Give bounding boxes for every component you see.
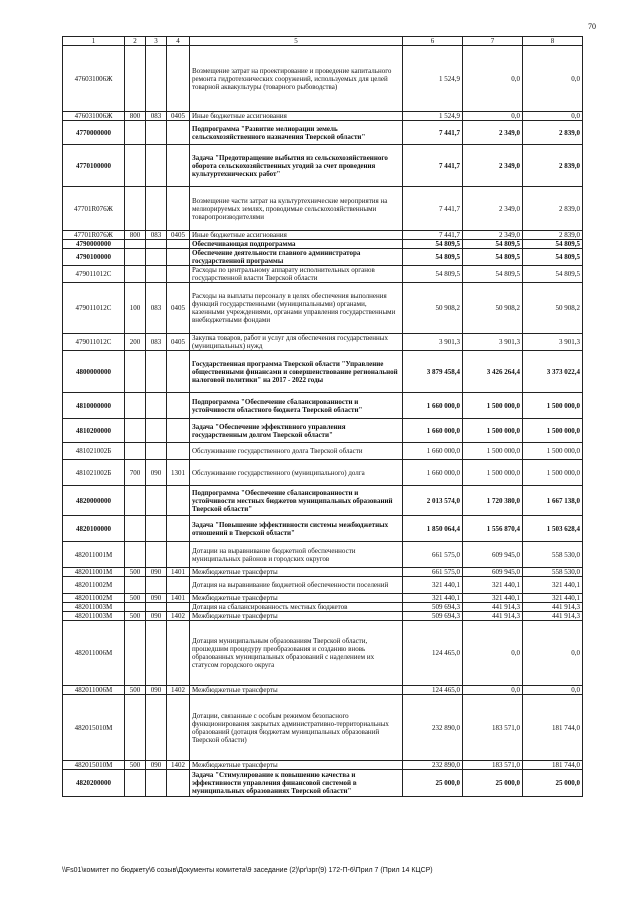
row-ministry [146, 187, 167, 231]
row-value-2020: 7 441,7 [403, 121, 463, 145]
row-code: 479011012С [63, 266, 125, 283]
row-code: 4790000000 [63, 240, 125, 249]
row-expense-type [125, 516, 146, 542]
table-row [63, 334, 583, 351]
row-ministry: 090 [146, 761, 167, 770]
row-description: Межбюджетные трансферты [190, 568, 403, 577]
row-code: 482011001М [63, 542, 125, 568]
row-value-2020: 661 575,0 [403, 568, 463, 577]
table-row [63, 460, 583, 486]
row-expense-type: 700 [125, 460, 146, 486]
row-expense-type: 500 [125, 612, 146, 621]
row-value-2020: 1 524,9 [403, 46, 463, 112]
row-value-2022: 2 839,0 [523, 121, 583, 145]
table-row [63, 187, 583, 231]
table-row [63, 266, 583, 283]
row-value-2021: 2 349,0 [463, 231, 523, 240]
row-code: 482011002М [63, 577, 125, 594]
row-description: Иные бюджетные ассигнования [190, 231, 403, 240]
row-ministry: 083 [146, 334, 167, 351]
row-value-2022: 54 809,5 [523, 240, 583, 249]
row-value-2020: 25 000,0 [403, 770, 463, 797]
page-number: 70 [588, 22, 596, 31]
table-row [63, 695, 583, 761]
row-value-2022: 54 809,5 [523, 249, 583, 266]
row-ministry: 090 [146, 460, 167, 486]
column-header: 2 [125, 37, 146, 46]
row-value-2020: 124 465,0 [403, 686, 463, 695]
row-expense-type [125, 46, 146, 112]
row-code: 482015010М [63, 695, 125, 761]
row-expense-type [125, 542, 146, 568]
row-code: 476031006Ж [63, 112, 125, 121]
row-description: Подпрограмма "Обеспечение сбалансированности и устойчивости областного бюджета Тверской области" [190, 393, 403, 419]
row-section: 0405 [167, 334, 190, 351]
row-description: Дотация на сбалансированность местных бюджетов [190, 603, 403, 612]
row-code: 479011012С [63, 283, 125, 334]
row-ministry: 090 [146, 612, 167, 621]
row-section: 0405 [167, 283, 190, 334]
row-value-2020: 1 660 000,0 [403, 443, 463, 460]
row-value-2022: 0,0 [523, 46, 583, 112]
row-section [167, 240, 190, 249]
row-value-2021: 1 500 000,0 [463, 419, 523, 443]
row-value-2022: 3 373 022,4 [523, 351, 583, 393]
row-description: Задача "Предотвращение выбытия из сельскохозяйственного оборота сельскохозяйственных угодий за счет проведения культуртехнических работ" [190, 145, 403, 187]
row-value-2021: 1 500 000,0 [463, 393, 523, 419]
row-value-2020: 54 809,5 [403, 240, 463, 249]
row-ministry: 083 [146, 231, 167, 240]
row-section: 1401 [167, 568, 190, 577]
row-expense-type [125, 486, 146, 516]
table-row [63, 443, 583, 460]
table-row [63, 393, 583, 419]
column-header: 3 [146, 37, 167, 46]
table-row [63, 603, 583, 612]
row-expense-type: 500 [125, 568, 146, 577]
row-value-2021: 1 500 000,0 [463, 460, 523, 486]
row-expense-type: 800 [125, 112, 146, 121]
row-description: Задача "Стимулирование к повышению качества и эффективности управления финансовой системой в муниципальных образованиях Тверской области" [190, 770, 403, 797]
row-value-2022: 54 809,5 [523, 266, 583, 283]
row-code: 4810000000 [63, 393, 125, 419]
row-expense-type [125, 351, 146, 393]
row-ministry: 090 [146, 594, 167, 603]
row-code: 4770100000 [63, 145, 125, 187]
row-section [167, 187, 190, 231]
row-code: 4820200000 [63, 770, 125, 797]
row-value-2022: 181 744,0 [523, 761, 583, 770]
row-section: 1301 [167, 460, 190, 486]
column-header: 6 [403, 37, 463, 46]
row-section [167, 121, 190, 145]
row-value-2020: 1 660 000,0 [403, 393, 463, 419]
row-ministry: 083 [146, 112, 167, 121]
row-description: Возмещение части затрат на культуртехнические мероприятия на мелиорируемых землях, проводимые сельскохозяйственными товаропроизводителями [190, 187, 403, 231]
budget-table [62, 36, 583, 797]
row-description: Задача "Обеспечение эффективного управления государственным долгом Тверской области" [190, 419, 403, 443]
row-section [167, 419, 190, 443]
row-expense-type [125, 266, 146, 283]
row-value-2022: 1 667 138,0 [523, 486, 583, 516]
table-row [63, 351, 583, 393]
row-value-2022: 50 908,2 [523, 283, 583, 334]
table-row [63, 542, 583, 568]
row-value-2020: 54 809,5 [403, 249, 463, 266]
table-row [63, 249, 583, 266]
row-expense-type [125, 187, 146, 231]
row-value-2020: 3 901,3 [403, 334, 463, 351]
row-ministry: 090 [146, 686, 167, 695]
table-row [63, 486, 583, 516]
row-value-2022: 321 440,1 [523, 594, 583, 603]
row-value-2022: 558 530,0 [523, 568, 583, 577]
row-section [167, 351, 190, 393]
row-expense-type [125, 621, 146, 686]
row-value-2021: 0,0 [463, 46, 523, 112]
row-description: Подпрограмма "Обеспечение сбалансированности и устойчивости местных бюджетов муниципальных образований Тверской области" [190, 486, 403, 516]
row-value-2022: 441 914,3 [523, 603, 583, 612]
row-section [167, 770, 190, 797]
row-value-2020: 2 013 574,0 [403, 486, 463, 516]
row-value-2022: 0,0 [523, 621, 583, 686]
row-value-2021: 441 914,3 [463, 603, 523, 612]
row-expense-type [125, 443, 146, 460]
table-row [63, 568, 583, 577]
row-value-2021: 1 500 000,0 [463, 443, 523, 460]
row-value-2020: 7 441,7 [403, 145, 463, 187]
row-ministry: 090 [146, 568, 167, 577]
row-value-2020: 54 809,5 [403, 266, 463, 283]
row-code: 482011003М [63, 603, 125, 612]
column-header: 1 [63, 37, 125, 46]
row-ministry [146, 240, 167, 249]
row-ministry [146, 577, 167, 594]
row-code: 4790100000 [63, 249, 125, 266]
row-ministry [146, 266, 167, 283]
row-value-2020: 232 890,0 [403, 761, 463, 770]
row-code: 482011002М [63, 594, 125, 603]
row-description: Дотации на выравнивание бюджетной обеспеченности муниципальных районов и городских округов [190, 542, 403, 568]
row-value-2021: 25 000,0 [463, 770, 523, 797]
column-header: 7 [463, 37, 523, 46]
row-code: 479011012С [63, 334, 125, 351]
row-value-2022: 1 500 000,0 [523, 460, 583, 486]
row-ministry [146, 695, 167, 761]
row-ministry [146, 46, 167, 112]
row-value-2022: 1 500 000,0 [523, 443, 583, 460]
row-expense-type [125, 249, 146, 266]
row-value-2022: 2 839,0 [523, 145, 583, 187]
row-value-2021: 0,0 [463, 112, 523, 121]
row-section: 0405 [167, 112, 190, 121]
row-code: 47701R076Ж [63, 187, 125, 231]
table-row [63, 770, 583, 797]
row-value-2022: 2 839,0 [523, 187, 583, 231]
row-value-2022: 181 744,0 [523, 695, 583, 761]
row-section: 0405 [167, 231, 190, 240]
row-value-2020: 3 879 458,4 [403, 351, 463, 393]
row-section [167, 621, 190, 686]
row-value-2021: 54 809,5 [463, 266, 523, 283]
row-description: Обслуживание государственного (муниципального) долга [190, 460, 403, 486]
row-section [167, 486, 190, 516]
row-description: Межбюджетные трансферты [190, 612, 403, 621]
row-value-2020: 7 441,7 [403, 187, 463, 231]
table-row [63, 46, 583, 112]
row-value-2020: 232 890,0 [403, 695, 463, 761]
row-value-2021: 1 720 380,0 [463, 486, 523, 516]
row-section [167, 443, 190, 460]
row-description: Дотация муниципальным образованиям Тверской области, прошедшим процедуру преобразования и созданию вновь образованных муниципальных образований с наделением их статусом городского округа [190, 621, 403, 686]
row-section [167, 46, 190, 112]
row-value-2020: 509 694,3 [403, 603, 463, 612]
row-code: 481021002Б [63, 443, 125, 460]
row-value-2021: 3 426 264,4 [463, 351, 523, 393]
row-value-2022: 0,0 [523, 112, 583, 121]
row-code: 482011003М [63, 612, 125, 621]
row-value-2020: 124 465,0 [403, 621, 463, 686]
row-value-2021: 54 809,5 [463, 249, 523, 266]
row-value-2021: 321 440,1 [463, 594, 523, 603]
row-section [167, 266, 190, 283]
row-expense-type: 500 [125, 761, 146, 770]
row-description: Расходы по центральному аппарату исполнительных органов государственной власти Тверской области [190, 266, 403, 283]
row-expense-type [125, 145, 146, 187]
row-section [167, 516, 190, 542]
row-value-2022: 0,0 [523, 686, 583, 695]
table-row [63, 594, 583, 603]
row-value-2021: 183 571,0 [463, 695, 523, 761]
row-ministry [146, 393, 167, 419]
file-path-footer: \\Fs01\комитет по бюджету\6 созыв\Документы комитета\9 заседание (2)\рг\зрг(9) 172-П-6\Прил 7 (Прил 14 КЦСР) [62, 867, 433, 874]
row-value-2020: 661 575,0 [403, 542, 463, 568]
row-expense-type [125, 240, 146, 249]
row-expense-type [125, 419, 146, 443]
table-row [63, 419, 583, 443]
row-description: Обеспечение деятельности главного администратора государственной программы [190, 249, 403, 266]
row-value-2020: 7 441,7 [403, 231, 463, 240]
row-expense-type [125, 577, 146, 594]
row-expense-type [125, 603, 146, 612]
row-ministry [146, 419, 167, 443]
table-row [63, 612, 583, 621]
row-description: Расходы на выплаты персоналу в целях обеспечения выполнения функций государственными (муниципальными) органами, казенными учреждениями, органами управления государственными внебюджетными фондами [190, 283, 403, 334]
row-code: 4820000000 [63, 486, 125, 516]
row-value-2020: 1 660 000,0 [403, 419, 463, 443]
row-ministry [146, 486, 167, 516]
column-header: 8 [523, 37, 583, 46]
row-expense-type [125, 121, 146, 145]
row-value-2020: 50 908,2 [403, 283, 463, 334]
row-value-2022: 1 503 628,4 [523, 516, 583, 542]
row-description: Возмещение затрат на проектирование и проведение капитального ремонта гидротехнических сооружений, используемых для целей товарной аквакультуры (товарного рыбоводства) [190, 46, 403, 112]
row-value-2021: 50 908,2 [463, 283, 523, 334]
row-value-2020: 1 524,9 [403, 112, 463, 121]
row-value-2020: 1 660 000,0 [403, 460, 463, 486]
row-code: 482011006М [63, 621, 125, 686]
table-row [63, 516, 583, 542]
row-value-2021: 2 349,0 [463, 187, 523, 231]
row-value-2021: 0,0 [463, 621, 523, 686]
row-value-2020: 509 694,3 [403, 612, 463, 621]
row-section [167, 249, 190, 266]
row-ministry [146, 249, 167, 266]
row-ministry [146, 443, 167, 460]
row-code: 482011001М [63, 568, 125, 577]
row-value-2021: 441 914,3 [463, 612, 523, 621]
row-description: Задача "Повышение эффективности системы межбюджетных отношений в Тверской области" [190, 516, 403, 542]
row-value-2021: 2 349,0 [463, 145, 523, 187]
row-value-2020: 1 850 064,4 [403, 516, 463, 542]
row-section: 1402 [167, 761, 190, 770]
row-expense-type [125, 393, 146, 419]
row-value-2022: 1 500 000,0 [523, 393, 583, 419]
row-section: 1402 [167, 686, 190, 695]
row-code: 4770000000 [63, 121, 125, 145]
row-value-2022: 3 901,3 [523, 334, 583, 351]
column-header: 5 [190, 37, 403, 46]
table-row [63, 121, 583, 145]
row-code: 4800000000 [63, 351, 125, 393]
row-description: Обслуживание государственного долга Тверской области [190, 443, 403, 460]
row-code: 47701R076Ж [63, 231, 125, 240]
row-code: 4810200000 [63, 419, 125, 443]
row-description: Государственная программа Тверской области "Управление общественными финансами и совершенствование региональной налоговой политики" на 2017 - 2022 годы [190, 351, 403, 393]
row-description: Межбюджетные трансферты [190, 594, 403, 603]
row-value-2022: 441 914,3 [523, 612, 583, 621]
row-expense-type: 100 [125, 283, 146, 334]
row-ministry [146, 621, 167, 686]
row-description: Дотация на выравнивание бюджетной обеспеченности поселений [190, 577, 403, 594]
row-value-2022: 558 530,0 [523, 542, 583, 568]
table-row [63, 621, 583, 686]
row-ministry [146, 603, 167, 612]
row-code: 482011006М [63, 686, 125, 695]
row-description: Дотации, связанные с особым режимом безопасного функционирования закрытых административно-территориальных образований (дотация бюджетам муниципальных образований Тверской области) [190, 695, 403, 761]
row-ministry [146, 351, 167, 393]
row-value-2021: 609 945,0 [463, 542, 523, 568]
table-row [63, 145, 583, 187]
row-value-2021: 54 809,5 [463, 240, 523, 249]
table-row [63, 761, 583, 770]
table-row [63, 240, 583, 249]
header-row [63, 37, 583, 46]
row-expense-type [125, 770, 146, 797]
table-row [63, 577, 583, 594]
row-ministry [146, 145, 167, 187]
row-expense-type: 500 [125, 686, 146, 695]
row-value-2020: 321 440,1 [403, 594, 463, 603]
row-section: 1402 [167, 612, 190, 621]
row-expense-type: 500 [125, 594, 146, 603]
row-description: Подпрограмма "Развитие мелиорации земель сельскохозяйственного назначения Тверской области" [190, 121, 403, 145]
row-value-2022: 321 440,1 [523, 577, 583, 594]
row-code: 482015010М [63, 761, 125, 770]
row-description: Обеспечивающая подпрограмма [190, 240, 403, 249]
row-expense-type: 200 [125, 334, 146, 351]
row-value-2021: 1 556 870,4 [463, 516, 523, 542]
row-value-2021: 609 945,0 [463, 568, 523, 577]
row-section: 1401 [167, 594, 190, 603]
row-code: 4820100000 [63, 516, 125, 542]
row-value-2022: 25 000,0 [523, 770, 583, 797]
row-value-2020: 321 440,1 [403, 577, 463, 594]
row-section [167, 542, 190, 568]
row-value-2022: 1 500 000,0 [523, 419, 583, 443]
row-ministry [146, 770, 167, 797]
row-value-2021: 2 349,0 [463, 121, 523, 145]
row-section [167, 577, 190, 594]
row-expense-type [125, 695, 146, 761]
row-description: Иные бюджетные ассигнования [190, 112, 403, 121]
row-section [167, 393, 190, 419]
row-expense-type: 800 [125, 231, 146, 240]
row-ministry [146, 516, 167, 542]
row-value-2022: 2 839,0 [523, 231, 583, 240]
row-code: 481021002Б [63, 460, 125, 486]
row-section [167, 695, 190, 761]
table-row [63, 231, 583, 240]
row-section [167, 145, 190, 187]
table-row [63, 283, 583, 334]
table-row [63, 686, 583, 695]
column-header: 4 [167, 37, 190, 46]
row-description: Закупка товаров, работ и услуг для обеспечения государственных (муниципальных) нужд [190, 334, 403, 351]
row-value-2021: 0,0 [463, 686, 523, 695]
row-ministry: 083 [146, 283, 167, 334]
row-ministry [146, 121, 167, 145]
row-description: Межбюджетные трансферты [190, 761, 403, 770]
row-description: Межбюджетные трансферты [190, 686, 403, 695]
row-code: 476031006Ж [63, 46, 125, 112]
row-ministry [146, 542, 167, 568]
row-value-2021: 3 901,3 [463, 334, 523, 351]
row-value-2021: 321 440,1 [463, 577, 523, 594]
row-value-2021: 183 571,0 [463, 761, 523, 770]
row-section [167, 603, 190, 612]
table-row [63, 112, 583, 121]
